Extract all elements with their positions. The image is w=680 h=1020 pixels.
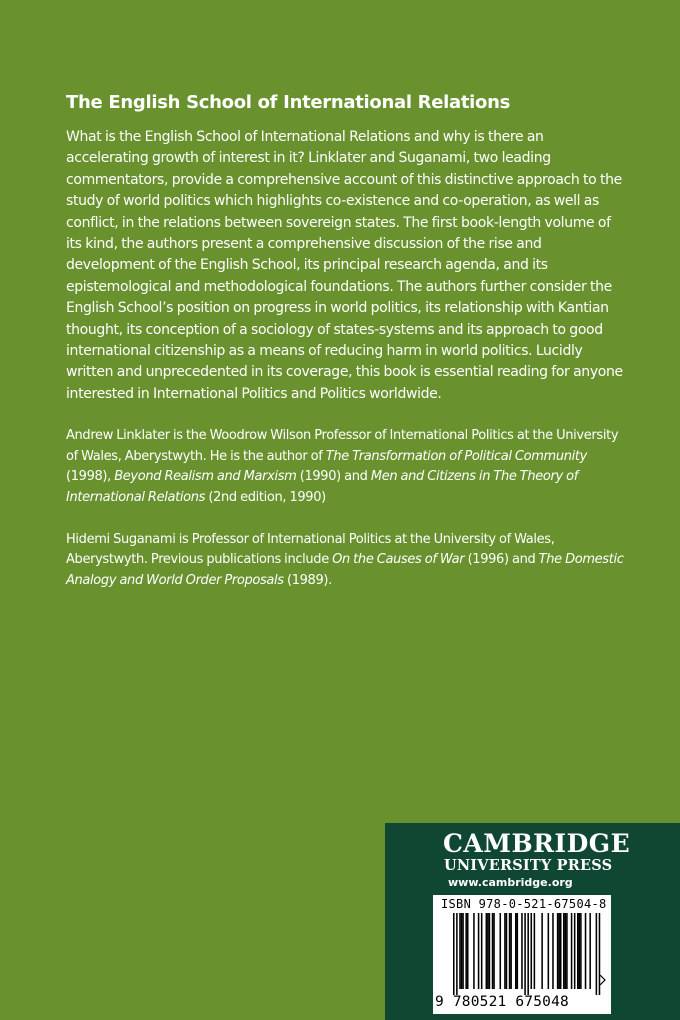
barcode-bar: [585, 913, 587, 989]
book-description: What is the English School of International Relations and why is there an accelerating growth of interest in it? Linklater and Suganami, two leading commentators, provide a comprehensive account of this distinctive approach to the study of world politics which highlights co-existence and co-operation, as well as conflict, in the relations between sovereign states. The first book-length volume of its kind, the authors present a comprehensive discussion of the rise and development of the English School, its principal research agenda, and its epistemological and methodological foundations. The authors further consider the English School’s position on progress in world politics, its relationship with Kantian thought, its conception of a sociology of states-systems and its approach to good international citizenship as a means of reducing harm in world politics. Lucidly written and unprecedented in its coverage, this book is essential reading for anyone interested in International Politics and Politics worldwide.: [66, 129, 623, 402]
barcode: [433, 895, 611, 1014]
publisher-url: www.cambridge.org: [448, 876, 573, 889]
barcode-bar: [563, 913, 565, 989]
barcode-bar: [509, 913, 511, 989]
barcode-bar: [521, 913, 523, 989]
book-title: The English School of International Relations: [66, 92, 511, 113]
barcode-bar: [456, 913, 458, 995]
barcode-bar: [596, 913, 598, 995]
barcode-bar: [580, 913, 582, 989]
barcode-bar: [541, 913, 543, 989]
barcode-bar: [478, 913, 480, 989]
barcode-bar: [599, 913, 601, 995]
barcode-bar: [557, 913, 559, 989]
barcode-bar: [504, 913, 506, 989]
barcode-bar: [487, 913, 489, 989]
barcode-bar: [473, 913, 475, 989]
barcode-bar: [574, 913, 576, 989]
barcode-bar: [459, 913, 461, 989]
book-ref: Beyond Realism and Marxism: [114, 469, 297, 485]
barcode-bar: [506, 913, 508, 989]
barcode-bar: [548, 913, 550, 989]
barcode-bar: [566, 913, 568, 989]
barcode-bar: [489, 913, 491, 989]
quiet-zone-marker: [600, 975, 605, 985]
barcode-bar: [492, 913, 494, 989]
publisher-subname: UNIVERSITY PRESS: [444, 857, 613, 874]
barcode-bar: [462, 913, 464, 989]
barcode-bar: [531, 913, 533, 989]
barcode-bar: [524, 913, 526, 995]
barcode-bar: [527, 913, 529, 995]
barcode-bar: [515, 913, 517, 989]
barcode-bar: [486, 913, 488, 989]
barcode-bar: [589, 913, 591, 989]
barcode-bar: [500, 913, 502, 989]
barcode-bar: [510, 913, 512, 989]
barcode-bar: [577, 913, 579, 989]
back-cover-text: [66, 91, 628, 591]
barcode-bar: [467, 913, 469, 989]
barcode-bar: [465, 913, 467, 989]
barcode-bar: [534, 913, 536, 989]
barcode-bar: [558, 913, 560, 989]
barcode-bar: [517, 913, 519, 989]
barcode-bar: [481, 913, 483, 989]
barcode-bar: [579, 913, 581, 989]
barcode-bar: [493, 913, 495, 989]
barcode-bar: [461, 913, 463, 989]
barcode-bar: [453, 913, 455, 995]
publisher-logo: CAMBRIDGE: [443, 829, 631, 858]
ean-number: 9 780521 675048: [435, 994, 569, 1010]
publisher-panel: [385, 823, 680, 1020]
author-bio-suganami: Hidemi Suganami is Professor of International Politics at the University of Wales, Aberystwyth. Previous publications include On the Causes of War (1996) and The Domestic Analogy and World Order Proposals (1989).: [66, 531, 624, 588]
book-ref: The Transformation of Political Community: [325, 448, 588, 464]
barcode-bars: [437, 913, 607, 995]
book-ref: On the Causes of War: [332, 552, 465, 568]
book-ref: Men and Citizens in The Theory of International Relations: [66, 469, 578, 506]
book-ref: The Domestic Analogy and World Order Proposals: [66, 552, 624, 588]
barcode-bar: [552, 913, 554, 989]
barcode-bar: [571, 913, 573, 989]
barcode-bar: [565, 913, 567, 989]
isbn-label: ISBN 978-0-521-67504-8: [441, 897, 607, 911]
barcode-bar: [560, 913, 562, 989]
author-bio-linklater: Andrew Linklater is the Woodrow Wilson Professor of International Politics at the University of Wales, Aberystwyth. He is the author of The Transformation of Political Community (1998), Beyond Realism and Marxism (1990) and Men and Citizens in The Theory of International Relations (2nd edition, 1990): [66, 428, 619, 506]
